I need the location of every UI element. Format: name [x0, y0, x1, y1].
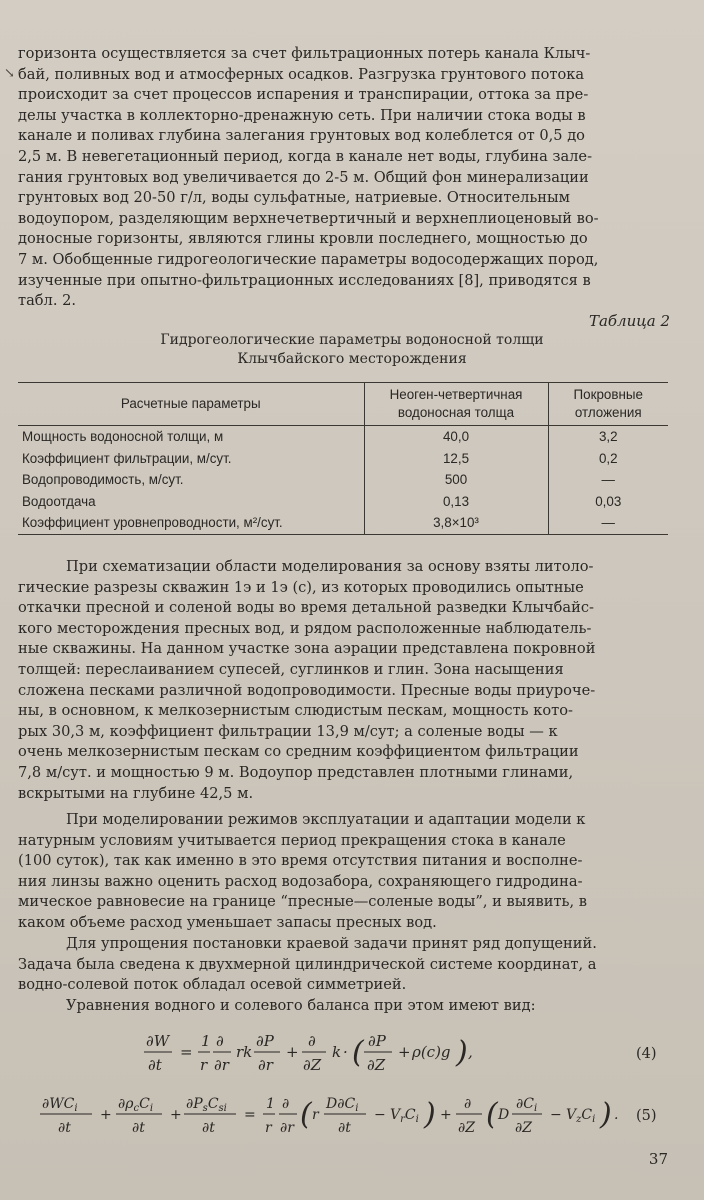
text-line: рых 30,3 м, коэффициент фильтрации 13,9 м/сут; а соленые воды — к	[18, 722, 558, 740]
equation-4	[0, 1026, 704, 1082]
text-line: бай, поливных вод и атмосферных осадков. Разгрузка грунтового потока	[18, 65, 585, 83]
text-line: ния линзы важно оценить расход водозабора, сохраняющего гидродина-	[18, 872, 583, 890]
svg-text:+: +	[286, 1043, 299, 1061]
svg-text:=: =	[180, 1043, 193, 1061]
paragraph-1	[18, 44, 670, 312]
text-line: вскрытыми на глубине 42,5 м.	[18, 784, 254, 802]
text-line: Уравнения водного и солевого баланса при этом имеют вид:	[66, 997, 536, 1014]
svg-text:∂: ∂	[464, 1096, 472, 1112]
svg-text:∂t: ∂t	[148, 1056, 162, 1074]
text-line: толщей: переслаиванием супесей, суглинков и глин. Зона насыщения	[18, 660, 564, 678]
paragraph-5	[18, 996, 670, 1017]
svg-text:,: ,	[468, 1043, 473, 1061]
equation-5	[0, 1088, 704, 1144]
svg-text:): )	[456, 1035, 468, 1070]
parameters-table	[18, 382, 668, 535]
svg-text:∂WCi: $\partial WC_i$	[42, 1096, 78, 1114]
row-label: Коэффициент фильтрации, м/сут.	[22, 450, 232, 466]
svg-text:+: +	[100, 1107, 112, 1123]
svg-text:r: r	[200, 1056, 208, 1074]
svg-text:∂t: ∂t	[58, 1120, 71, 1136]
svg-text:1: 1	[201, 1032, 211, 1050]
row-label: Мощность водоносной толщи, м	[22, 429, 224, 444]
text-line: гания грунтовых вод увеличивается до 2-5 м. Общий фон минерализации	[18, 168, 589, 186]
svg-text:∂r: ∂r	[280, 1120, 294, 1136]
svg-text:(: (	[300, 1097, 312, 1132]
row-value-cover: 3,2	[548, 426, 668, 448]
page-number: 37	[648, 1150, 668, 1168]
svg-text:VzCi: $V_zC_i$	[566, 1107, 596, 1125]
row-value-aquifer: 500	[364, 469, 548, 491]
text-line: 7,8 м/сут. и мощностью 9 м. Водоупор представлен плотными глинами,	[18, 763, 574, 781]
svg-text:+: +	[170, 1107, 182, 1123]
svg-text:∂t: ∂t	[338, 1120, 351, 1136]
svg-text:−: −	[550, 1107, 562, 1123]
text-line: сложена песками различной водопроводимости. Пресные воды приуроче-	[18, 681, 596, 699]
text-line: водоупором, разделяющим верхнечетвертичный и верхнеплиоценовый во-	[18, 209, 599, 227]
svg-text:∂ρcCi: $\partial\rho_cC_i$	[118, 1096, 154, 1114]
equation-4-formula	[0, 1026, 704, 1082]
equation-4-number: (4)	[636, 1046, 657, 1062]
row-value-cover: —	[548, 512, 668, 534]
text-line: ные скважины. На данном участке зона аэрации представлена покровной	[18, 640, 596, 658]
svg-text:∂Ci: $\partial C_i$	[516, 1096, 538, 1114]
svg-text:∂P: ∂P	[256, 1032, 274, 1050]
svg-text:(: (	[352, 1035, 364, 1070]
svg-text:ρ(c)g: ρ(c)g	[412, 1043, 451, 1061]
svg-text:∂: ∂	[308, 1032, 316, 1050]
svg-text:∂PsCsi: $\partial P_sC_{si}$	[186, 1096, 227, 1114]
svg-text:=: =	[244, 1107, 256, 1123]
equation-5-number: (5)	[636, 1108, 657, 1124]
text-line: горизонта осуществляется за счет фильтрационных потерь канала Клыч-	[18, 45, 591, 62]
text-line: водно-солевой поток обладал осевой симметрией.	[18, 976, 407, 994]
text-line: мическое равновесие на границе “пресные—соленые воды”, и выявить, в	[18, 893, 587, 911]
row-value-aquifer: 0,13	[364, 491, 548, 513]
text-line: Задача была сведена к двухмерной цилиндрической системе координат, а	[18, 955, 597, 973]
svg-text:r: r	[312, 1107, 319, 1123]
margin-pencil-mark: ↘	[4, 66, 15, 81]
svg-text:·: ·	[343, 1043, 348, 1061]
table-header-row	[18, 383, 668, 426]
table-row	[18, 469, 668, 491]
svg-text:∂Z: ∂Z	[303, 1056, 322, 1074]
text-line: ны, в основном, к мелкозернистым слюдистым пескам, мощность кото-	[18, 702, 573, 720]
text-line: кого месторождения пресных вод, и рядом расположенные наблюдатель-	[18, 619, 592, 637]
svg-text:∂P: ∂P	[368, 1032, 386, 1050]
paragraph-3	[18, 810, 670, 934]
row-label: Водоотдача	[22, 493, 96, 509]
text-line: грунтовых вод 20-50 г/л, воды сульфатные, натриевые. Относительным	[18, 189, 571, 207]
svg-text:D∂Ci: $D\partial C_i$	[326, 1096, 359, 1114]
row-value-cover: 0,03	[548, 491, 668, 513]
text-line: доносные горизонты, являются глины кровли последнего, мощностью до	[18, 230, 588, 248]
equation-5-formula	[0, 1088, 704, 1144]
svg-text:∂W: ∂W	[146, 1032, 170, 1050]
table-title	[0, 331, 704, 369]
text-line: При моделировании режимов эксплуатации и адаптации модели к	[66, 811, 586, 828]
table-row	[18, 448, 668, 470]
text-line: 2,5 м. В невегетационный период, когда в канале нет воды, глубина зале-	[18, 147, 592, 165]
text-line: откачки пресной и соленой воды во время детальной разведки Клычбайс-	[18, 599, 594, 617]
text-line: происходит за счет процессов испарения и транспирации, оттока за пре-	[18, 86, 589, 104]
text-line: гические разрезы скважин 1э и 1э (с), из которых проводились опытные	[18, 578, 584, 596]
svg-text:(: (	[486, 1097, 498, 1132]
svg-text:): )	[600, 1097, 612, 1132]
svg-text:D: D	[498, 1107, 510, 1123]
svg-text:r: r	[265, 1120, 272, 1136]
row-value-aquifer: 12,5	[364, 448, 548, 470]
text-line: Для упрощения постановки краевой задачи принят ряд допущений.	[66, 935, 597, 952]
svg-text:∂r: ∂r	[258, 1056, 273, 1074]
svg-text:−: −	[374, 1107, 386, 1123]
svg-text:∂Z: ∂Z	[515, 1120, 532, 1136]
svg-text:∂r: ∂r	[214, 1056, 229, 1074]
table-title-line-2: Клычбайского месторождения	[237, 351, 467, 367]
svg-text:∂: ∂	[282, 1096, 290, 1112]
svg-text:∂t: ∂t	[202, 1120, 215, 1136]
row-label: Коэффициент уровнепроводности, м²/сут.	[18, 512, 364, 534]
header-parameters: Расчетные параметры	[18, 383, 364, 426]
text-line: изученные при опытно-фильтрационных исследованиях [8], приводятся в	[18, 271, 591, 289]
text-line: 7 м. Обобщенные гидрогеологические параметры водосодержащих пород,	[18, 250, 599, 268]
table-title-line-1: Гидрогеологические параметры водоносной толщи	[160, 332, 544, 348]
paragraph-4	[18, 934, 670, 996]
svg-text:+: +	[440, 1107, 452, 1123]
table-number: Таблица 2	[588, 312, 670, 330]
text-line: очень мелкозернистым пескам со средним коэффициентом фильтрации	[18, 743, 579, 761]
row-value-cover: —	[548, 469, 668, 491]
row-value-cover: 0,2	[548, 448, 668, 470]
svg-text:∂Z: ∂Z	[367, 1056, 386, 1074]
svg-text:VrCi: $V_rC_i$	[390, 1107, 419, 1125]
text-line: канале и поливах глубина залегания грунтовых вод колеблется от 0,5 до	[18, 127, 585, 145]
row-label: Водопроводимость, м/сут.	[22, 472, 184, 487]
svg-text:.: .	[614, 1107, 619, 1123]
table-row	[18, 491, 668, 513]
svg-text:∂t: ∂t	[132, 1120, 145, 1136]
header-cover-deposits: Покровные отложения	[548, 383, 668, 426]
text-line: натурным условиям учитывается период прекращения стока в канале	[18, 831, 566, 849]
row-value-aquifer: 3,8×10³	[364, 512, 548, 534]
table-row	[18, 512, 668, 534]
table-row	[18, 426, 668, 448]
svg-text:∂Z: ∂Z	[458, 1120, 475, 1136]
header-aquifer: Неоген-четвертичная водоносная толща	[364, 383, 548, 426]
svg-text:k: k	[332, 1043, 342, 1061]
text-line: При схематизации области моделирования за основу взяты литоло-	[66, 558, 594, 575]
svg-text:): )	[424, 1097, 436, 1132]
text-line: (100 суток), так как именно в это время отсутствия питания и восполне-	[18, 852, 583, 870]
text-line: делы участка в коллекторно-дренажную сеть. При наличии стока воды в	[18, 106, 586, 124]
text-line: каком объеме расход уменьшает запасы пресных вод.	[18, 913, 437, 931]
paragraph-2	[18, 557, 670, 804]
svg-text:rk: rk	[236, 1043, 253, 1061]
row-value-aquifer: 40,0	[364, 426, 548, 448]
text-line: табл. 2.	[18, 292, 77, 310]
svg-text:1: 1	[266, 1096, 275, 1112]
svg-text:∂: ∂	[216, 1032, 224, 1050]
svg-text:+: +	[398, 1043, 411, 1061]
